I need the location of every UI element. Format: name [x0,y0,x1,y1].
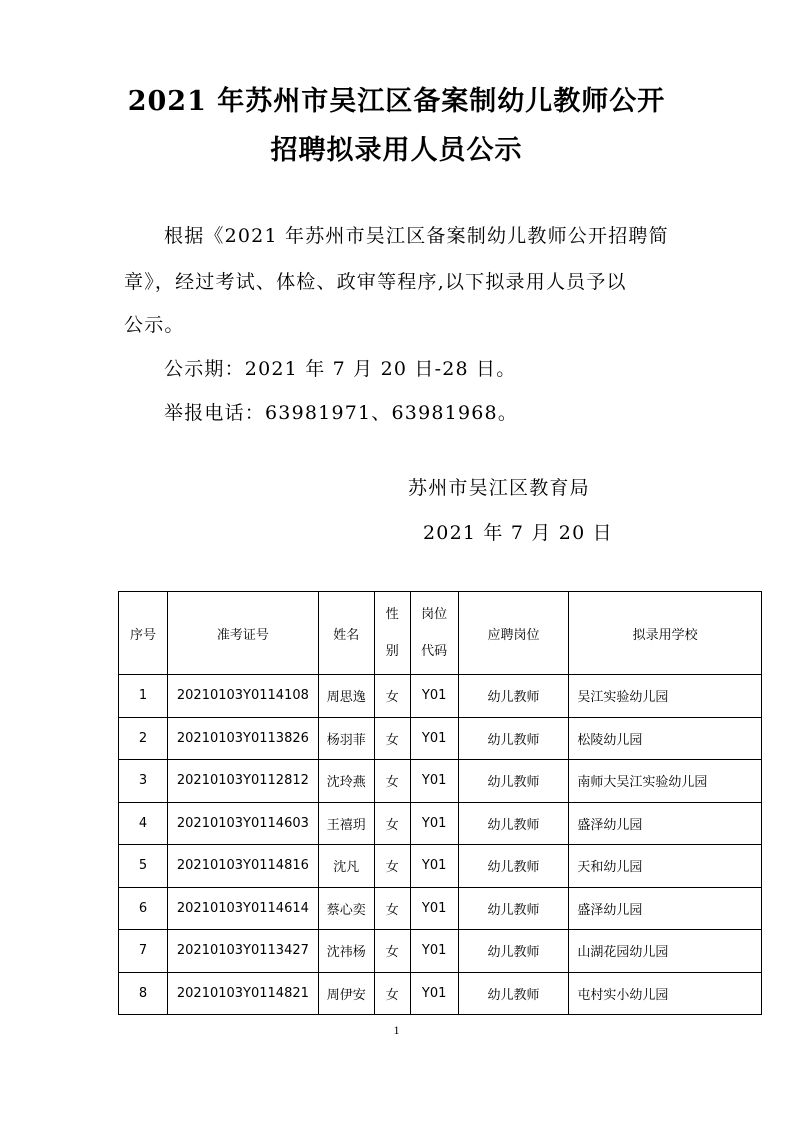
header-ticket: 准考证号 [167,592,318,675]
cell-school: 南师大吴江实验幼儿园 [569,760,762,803]
cell-position: 幼儿教师 [458,930,569,973]
cell-name: 沈凡 [318,845,374,888]
cell-gender: 女 [374,845,410,888]
cell-ticket: 20210103Y0114816 [167,845,318,888]
header-school: 拟录用学校 [569,592,762,675]
cell-name: 王禧玥 [318,802,374,845]
cell-ticket: 20210103Y0114821 [167,972,318,1015]
cell-code: Y01 [410,887,458,930]
cell-position: 幼儿教师 [458,675,569,718]
cell-gender: 女 [374,887,410,930]
header-gender-bottom: 别 [385,644,399,659]
cell-school: 天和幼儿园 [569,845,762,888]
table-row [119,760,762,803]
cell-school: 吴江实验幼儿园 [569,675,762,718]
cell-ticket: 20210103Y0114108 [167,675,318,718]
cell-position: 幼儿教师 [458,760,569,803]
cell-name: 杨羽菲 [318,717,374,760]
announcement-paragraph-line1: 根据《2021 年苏州市吴江区备案制幼儿教师公开招聘简 [164,225,669,247]
cell-school: 山湖花园幼儿园 [569,930,762,973]
cell-name: 周思逸 [318,675,374,718]
header-gender-top: 性 [385,607,399,622]
cell-index: 3 [119,760,168,803]
cell-index: 6 [119,887,168,930]
table-row [119,802,762,845]
cell-ticket: 20210103Y0112812 [167,760,318,803]
header-code-bottom: 代码 [421,644,448,659]
cell-gender: 女 [374,972,410,1015]
cell-code: Y01 [410,972,458,1015]
table-row [119,972,762,1015]
cell-index: 7 [119,930,168,973]
signature-date: 2021 年 7 月 20 日 [423,522,613,544]
table-row [119,887,762,930]
cell-code: Y01 [410,717,458,760]
cell-name: 蔡心奕 [318,887,374,930]
cell-index: 1 [119,675,168,718]
cell-index: 5 [119,845,168,888]
cell-gender: 女 [374,930,410,973]
cell-position: 幼儿教师 [458,887,569,930]
header-index: 序号 [119,592,168,675]
cell-gender: 女 [374,717,410,760]
header-gender [374,592,410,675]
table-row [119,675,762,718]
cell-position: 幼儿教师 [458,717,569,760]
header-code [410,592,458,675]
cell-index: 2 [119,717,168,760]
cell-name: 沈玲燕 [318,760,374,803]
cell-position: 幼儿教师 [458,802,569,845]
cell-gender: 女 [374,802,410,845]
cell-code: Y01 [410,802,458,845]
cell-school: 盛泽幼儿园 [569,802,762,845]
cell-position: 幼儿教师 [458,845,569,888]
cell-ticket: 20210103Y0113427 [167,930,318,973]
cell-code: Y01 [410,930,458,973]
cell-name: 沈祎杨 [318,930,374,973]
publicity-period: 公示期：2021 年 7 月 20 日-28 日。 [164,358,517,380]
cell-code: Y01 [410,760,458,803]
cell-code: Y01 [410,675,458,718]
cell-school: 盛泽幼儿园 [569,887,762,930]
announcement-paragraph-line2: 章》，经过考试、体检、政审等程序,以下拟录用人员予以 [124,271,627,293]
hire-list-table [118,591,762,1015]
header-code-top: 岗位 [421,607,448,622]
table-row [119,930,762,973]
page-number: 1 [393,1023,400,1037]
cell-gender: 女 [374,675,410,718]
cell-ticket: 20210103Y0114614 [167,887,318,930]
announcement-paragraph-line3: 公示。 [124,314,185,336]
cell-ticket: 20210103Y0113826 [167,717,318,760]
header-position: 应聘岗位 [458,592,569,675]
cell-name: 周伊安 [318,972,374,1015]
document-title-line1: 2021 年苏州市吴江区备案制幼儿教师公开 [127,86,666,117]
cell-gender: 女 [374,760,410,803]
cell-school: 屯村实小幼儿园 [569,972,762,1015]
table-header-row [119,592,762,675]
report-phone: 举报电话：63981971、63981968。 [164,402,519,424]
cell-index: 4 [119,802,168,845]
cell-code: Y01 [410,845,458,888]
table-row [119,845,762,888]
cell-position: 幼儿教师 [458,972,569,1015]
table-row [119,717,762,760]
cell-index: 8 [119,972,168,1015]
cell-school: 松陵幼儿园 [569,717,762,760]
document-title-line2: 招聘拟录用人员公示 [270,135,523,166]
cell-ticket: 20210103Y0114603 [167,802,318,845]
header-name: 姓名 [318,592,374,675]
signature-organization: 苏州市吴江区教育局 [408,477,590,499]
